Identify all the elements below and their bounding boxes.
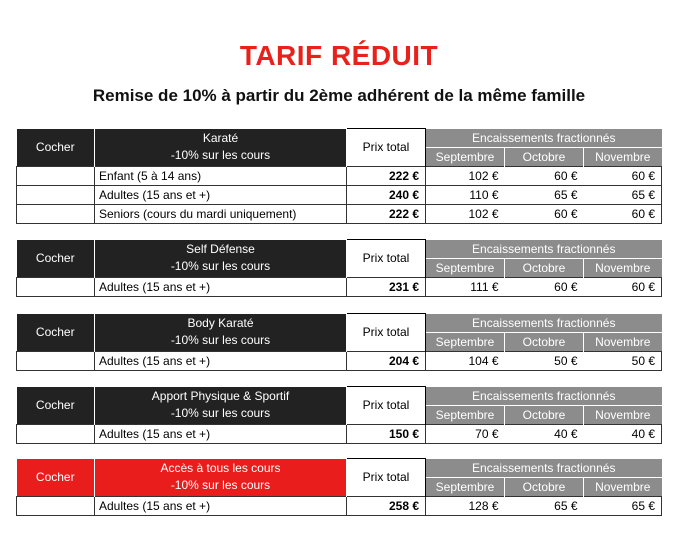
row-prix-total: 240 € — [347, 185, 426, 204]
tariff-table — [16, 128, 662, 224]
row-octobre: 65 € — [505, 496, 584, 515]
tariff-section — [16, 313, 661, 371]
tariff-table — [16, 313, 662, 371]
course-discount: -10% sur les cours — [170, 478, 271, 492]
row-novembre: 40 € — [584, 424, 662, 443]
cocher-header: Cocher — [17, 459, 95, 497]
month-header-octobre: Octobre — [505, 477, 584, 496]
encaissements-header: Encaissements fractionnés — [426, 387, 662, 406]
encaissements-header: Encaissements fractionnés — [426, 314, 662, 333]
course-discount: -10% sur les cours — [170, 333, 271, 347]
row-prix-total: 231 € — [347, 277, 426, 296]
row-septembre: 102 € — [426, 166, 505, 185]
month-header-septembre: Septembre — [426, 405, 505, 424]
row-prix-total: 204 € — [347, 351, 426, 370]
row-septembre: 111 € — [426, 277, 505, 296]
course-discount: -10% sur les cours — [170, 148, 271, 162]
table-row — [17, 185, 662, 204]
row-novembre: 50 € — [584, 351, 662, 370]
row-novembre: 60 € — [584, 204, 662, 223]
row-label: Adultes (15 ans et +) — [95, 496, 347, 515]
row-novembre: 65 € — [584, 496, 662, 515]
course-header — [95, 314, 347, 352]
cocher-header: Cocher — [17, 387, 95, 425]
course-header — [95, 240, 347, 278]
prix-total-header: Prix total — [347, 129, 426, 167]
row-label: Enfant (5 à 14 ans) — [95, 166, 347, 185]
cocher-checkbox-cell[interactable] — [17, 204, 95, 223]
cocher-header: Cocher — [17, 240, 95, 278]
prix-total-header: Prix total — [347, 387, 426, 425]
cocher-header: Cocher — [17, 314, 95, 352]
row-novembre: 60 € — [584, 166, 662, 185]
tariff-section — [16, 386, 661, 444]
table-row — [17, 204, 662, 223]
prix-total-header: Prix total — [347, 314, 426, 352]
course-discount: -10% sur les cours — [170, 259, 271, 273]
table-row — [17, 166, 662, 185]
row-label: Adultes (15 ans et +) — [95, 185, 347, 204]
course-discount: -10% sur les cours — [170, 406, 271, 420]
table-row — [17, 351, 662, 370]
tariff-section — [16, 458, 661, 516]
row-prix-total: 222 € — [347, 204, 426, 223]
page-title: TARIF RÉDUIT — [239, 40, 439, 71]
tariff-table — [16, 239, 662, 297]
encaissements-header: Encaissements fractionnés — [426, 240, 662, 259]
course-name: Apport Physique & Sportif — [151, 389, 290, 403]
course-header — [95, 459, 347, 497]
cocher-checkbox-cell[interactable] — [17, 496, 95, 515]
encaissements-header: Encaissements fractionnés — [426, 129, 662, 148]
course-name: Self Défense — [186, 242, 255, 256]
row-septembre: 110 € — [426, 185, 505, 204]
row-septembre: 128 € — [426, 496, 505, 515]
row-prix-total: 222 € — [347, 166, 426, 185]
prix-total-header: Prix total — [347, 240, 426, 278]
cocher-checkbox-cell[interactable] — [17, 424, 95, 443]
row-prix-total: 258 € — [347, 496, 426, 515]
tariff-section — [16, 239, 661, 297]
month-header-novembre: Novembre — [584, 477, 662, 496]
tariff-table — [16, 386, 662, 444]
table-row — [17, 496, 662, 515]
row-octobre: 60 € — [505, 204, 584, 223]
month-header-novembre: Novembre — [584, 405, 662, 424]
row-octobre: 60 € — [505, 166, 584, 185]
cocher-checkbox-cell[interactable] — [17, 351, 95, 370]
row-label: Seniors (cours du mardi uniquement) — [95, 204, 347, 223]
month-header-septembre: Septembre — [426, 332, 505, 351]
month-header-octobre: Octobre — [505, 258, 584, 277]
row-septembre: 104 € — [426, 351, 505, 370]
month-header-septembre: Septembre — [426, 477, 505, 496]
month-header-novembre: Novembre — [584, 147, 662, 166]
month-header-novembre: Novembre — [584, 258, 662, 277]
row-label: Adultes (15 ans et +) — [95, 424, 347, 443]
encaissements-header: Encaissements fractionnés — [426, 459, 662, 478]
row-octobre: 40 € — [505, 424, 584, 443]
course-header — [95, 387, 347, 425]
course-header — [95, 129, 347, 167]
table-row — [17, 277, 662, 296]
row-prix-total: 150 € — [347, 424, 426, 443]
row-septembre: 70 € — [426, 424, 505, 443]
row-novembre: 65 € — [584, 185, 662, 204]
page-subtitle: Remise de 10% à partir du 2ème adhérent de la même famille — [92, 86, 586, 105]
course-name: Accès à tous les cours — [160, 461, 281, 475]
row-octobre: 65 € — [505, 185, 584, 204]
row-novembre: 60 € — [584, 277, 662, 296]
prix-total-header: Prix total — [347, 459, 426, 497]
row-octobre: 50 € — [505, 351, 584, 370]
cocher-header: Cocher — [17, 129, 95, 167]
month-header-octobre: Octobre — [505, 147, 584, 166]
cocher-checkbox-cell[interactable] — [17, 277, 95, 296]
course-name: Body Karaté — [187, 316, 254, 330]
row-septembre: 102 € — [426, 204, 505, 223]
course-name: Karaté — [202, 131, 239, 145]
row-label: Adultes (15 ans et +) — [95, 351, 347, 370]
cocher-checkbox-cell[interactable] — [17, 166, 95, 185]
month-header-septembre: Septembre — [426, 147, 505, 166]
tariff-table — [16, 458, 662, 516]
month-header-septembre: Septembre — [426, 258, 505, 277]
tariff-section — [16, 128, 661, 224]
month-header-octobre: Octobre — [505, 405, 584, 424]
month-header-novembre: Novembre — [584, 332, 662, 351]
table-row — [17, 424, 662, 443]
row-octobre: 60 € — [505, 277, 584, 296]
month-header-octobre: Octobre — [505, 332, 584, 351]
row-label: Adultes (15 ans et +) — [95, 277, 347, 296]
cocher-checkbox-cell[interactable] — [17, 185, 95, 204]
